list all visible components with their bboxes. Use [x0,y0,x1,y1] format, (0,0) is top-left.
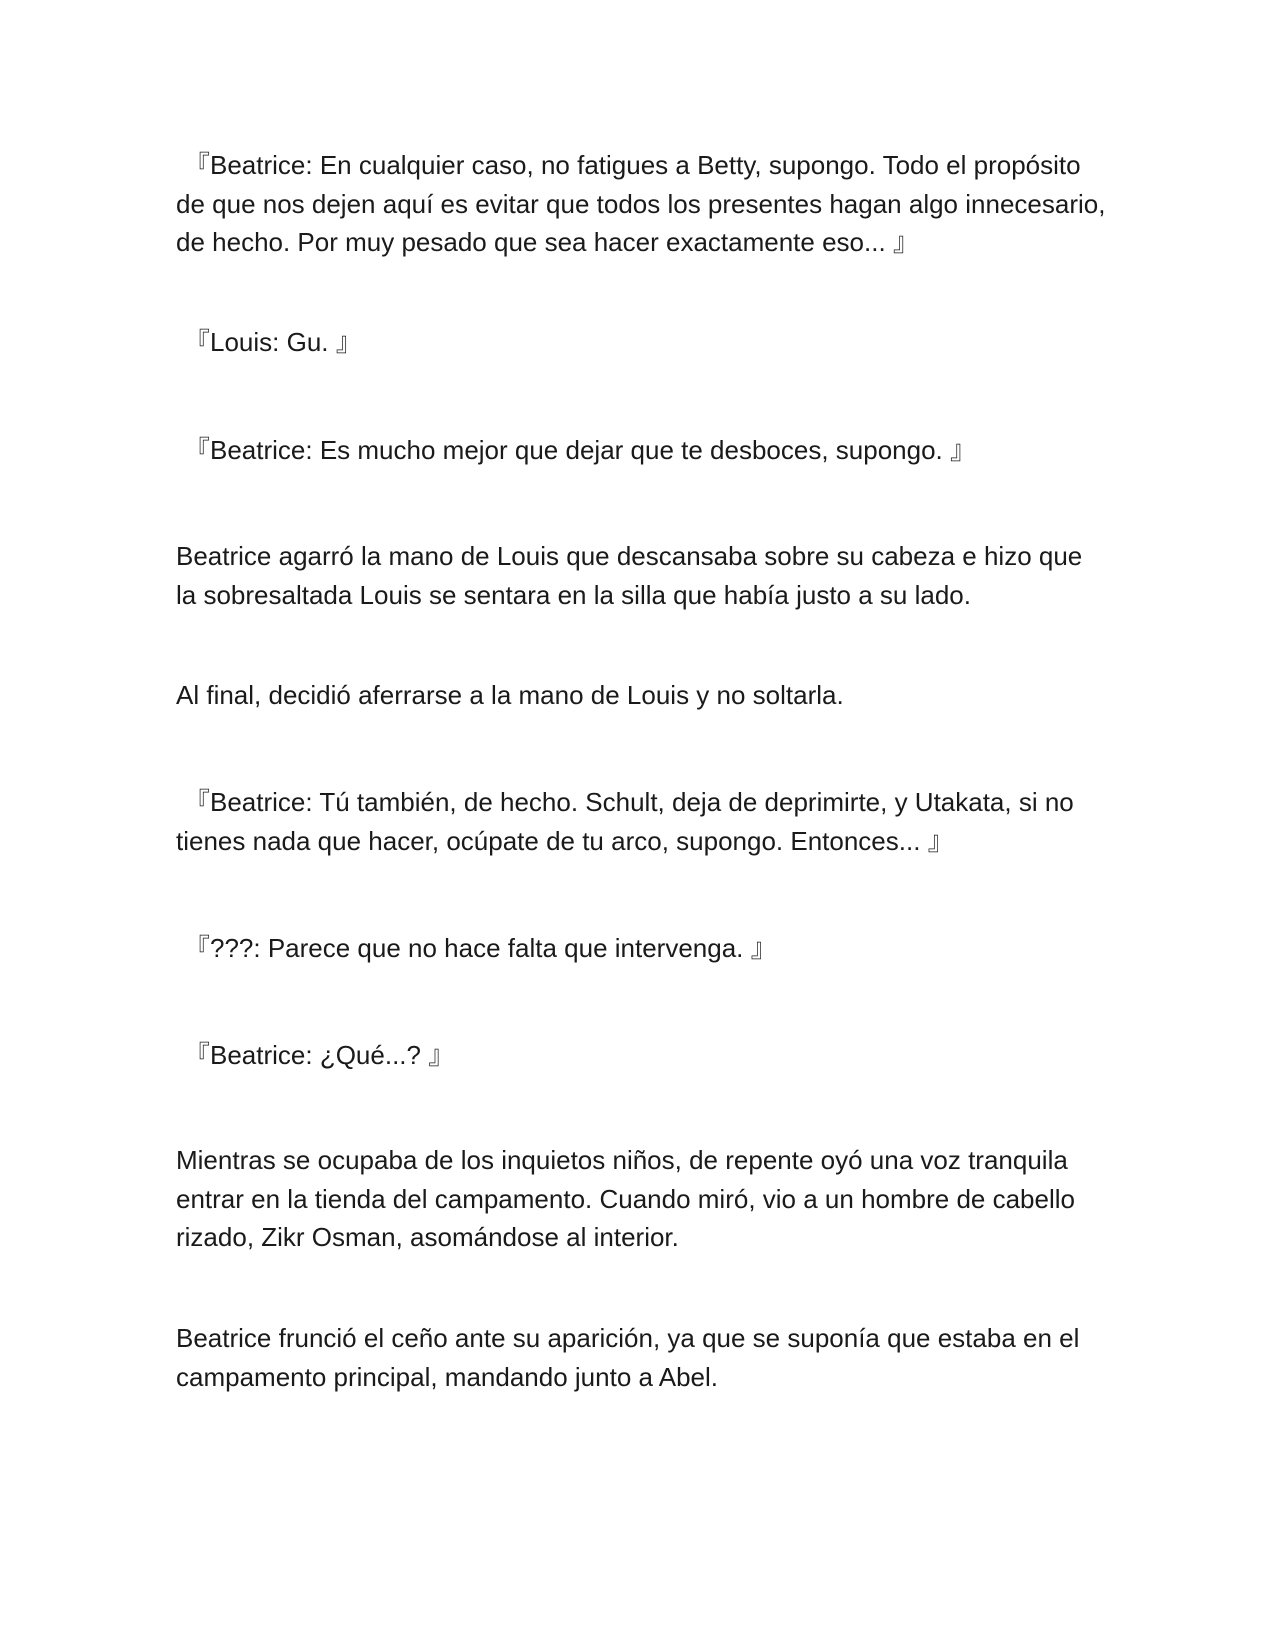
dialogue-paragraph: 『Louis: Gu. 』 [184,327,362,357]
narration-paragraph: Mientras se ocupaba de los inquietos niños, de repente oyó una voz tranquila entrar en la tienda del campamento. Cuando miró, vio a un hombre de cabello rizado, Zikr Osman, asomándose al interior. [176,1145,1075,1252]
narration-paragraph: Beatrice agarró la mano de Louis que descansaba sobre su cabeza e hizo que la sobresaltada Louis se sentara en la silla que había justo a su lado. [176,541,1083,610]
narration-paragraph: Beatrice frunció el ceño ante su aparición, ya que se suponía que estaba en el campamento principal, mandando junto a Abel. [176,1323,1080,1392]
dialogue-paragraph: 『Beatrice: ¿Qué...? 』 [184,1040,455,1070]
dialogue-paragraph: 『Beatrice: Es mucho mejor que dejar que te desboces, supongo. 』 [184,435,976,465]
dialogue-paragraph: 『???: Parece que no hace falta que intervenga. 』 [184,933,777,963]
narration-paragraph: Al final, decidió aferrarse a la mano de Louis y no soltarla. [176,680,844,710]
dialogue-paragraph: 『Beatrice: Tú también, de hecho. Schult, deja de deprimirte, y Utakata, si no tienes nada que hacer, ocúpate de tu arco, supongo. Entonces... 』 [176,787,1074,856]
dialogue-paragraph: 『Beatrice: En cualquier caso, no fatigues a Betty, supongo. Todo el propósito de que nos dejen aquí es evitar que todos los presentes hagan algo innecesario, de hecho. Por muy pesado que sea hacer exactamente eso... 』 [176,150,1106,257]
